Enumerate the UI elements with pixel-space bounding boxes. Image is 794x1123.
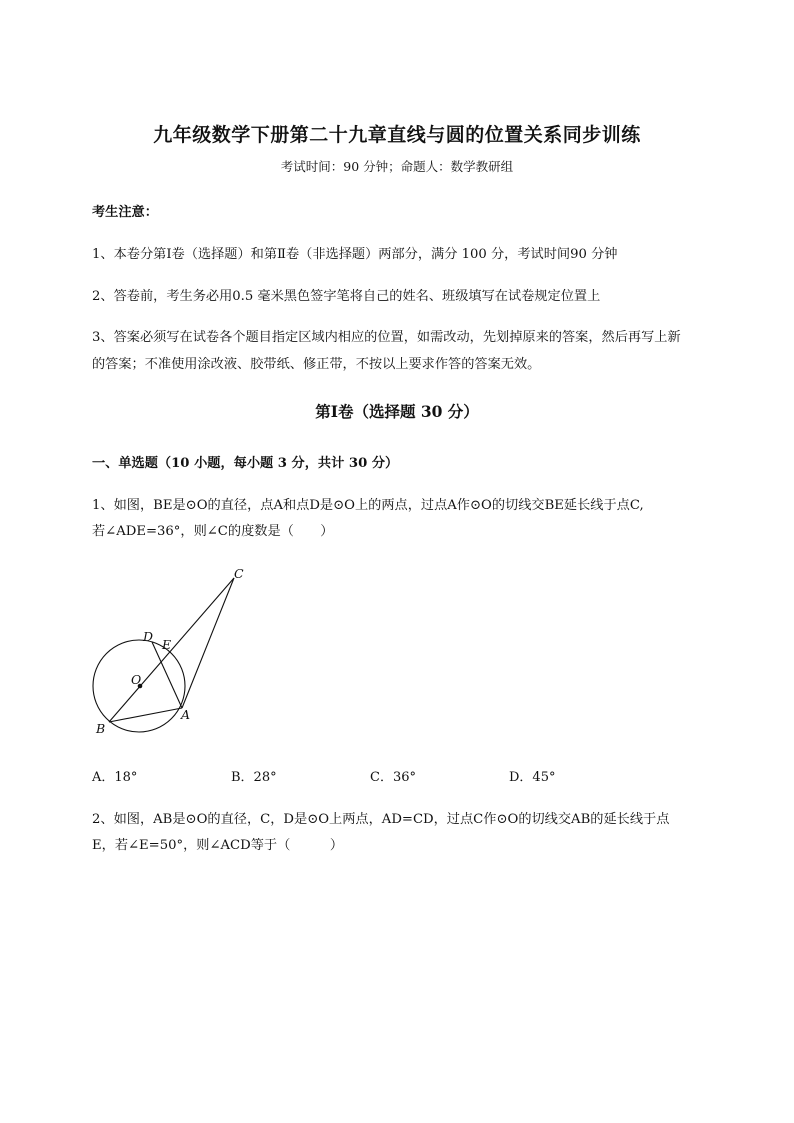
- question-2-line-1: 2、如图，AB是⊙O的直径，C，D是⊙O上两点，AD=CD，过点C作⊙O的切线交AB的延长线于点: [92, 812, 670, 827]
- question-2-line-2: E，若∠E=50°，则∠ACD等于（ ）: [92, 838, 344, 853]
- question-1-option-c: C．36°: [370, 770, 416, 785]
- question-1-option-a: A．18°: [92, 770, 138, 785]
- question-1-option-d: D．45°: [509, 770, 556, 785]
- question-1-line-2: 若∠ADE=36°，则∠C的度数是（ ）: [92, 524, 334, 539]
- label-d: D: [143, 629, 154, 644]
- question-1-line-1: 1、如图，BE是⊙O的直径，点A和点D是⊙O上的两点，过点A作⊙O的切线交BE延长线于点C,: [92, 498, 644, 513]
- question-1-option-b: B．28°: [231, 770, 277, 785]
- tangent-a-c: [182, 578, 234, 708]
- label-b: B: [96, 721, 106, 736]
- notice-item-3-continued: 的答案；不准使用涂改液、胶带纸、修正带，不按以上要求作答的答案无效。: [92, 357, 541, 372]
- page-title: 九年级数学下册第二十九章直线与圆的位置关系同步训练: [153, 124, 641, 146]
- label-e: E: [162, 637, 172, 652]
- exam-info: 考试时间：90 分钟；命题人：数学教研组: [280, 159, 514, 174]
- notice-item-1: 1、本卷分第Ⅰ卷（选择题）和第Ⅱ卷（非选择题）两部分，满分 100 分，考试时间90 分钟: [92, 247, 618, 262]
- notice-item-3: 3、答案必须写在试卷各个题目指定区域内相应的位置，如需改动，先划掉原来的答案，然后再写上新: [92, 330, 681, 345]
- label-a: A: [181, 707, 191, 722]
- part-heading: 一、单选题（10 小题，每小题 3 分，共计 30 分）: [92, 456, 399, 471]
- question-1-geometry-figure: [84, 560, 264, 745]
- section-title: 第Ⅰ卷（选择题 30 分）: [315, 402, 479, 421]
- notice-item-2: 2、答卷前，考生务必用0.5 毫米黑色签字笔将自己的姓名、班级填写在试卷规定位置上: [92, 289, 601, 304]
- line-b-c: [109, 578, 234, 722]
- label-o: O: [131, 672, 142, 687]
- notice-heading: 考生注意：: [92, 205, 158, 220]
- label-c: C: [234, 566, 244, 581]
